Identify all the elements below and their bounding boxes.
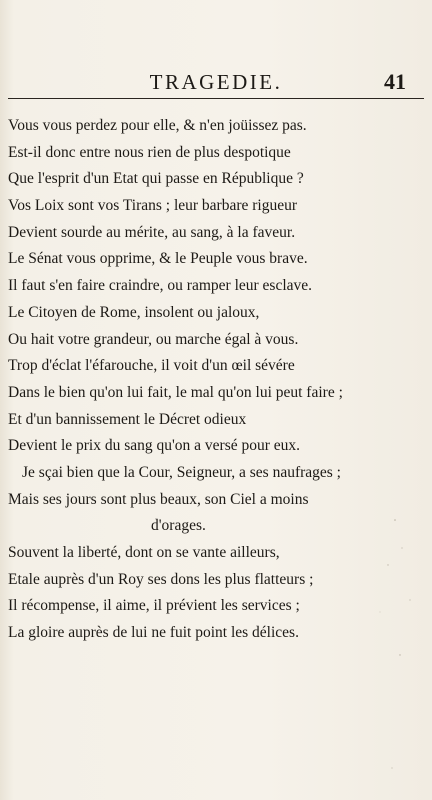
verse-line: Dans le bien qu'on lui fait, le mal qu'on lui peut faire ; bbox=[8, 383, 343, 401]
verse-line: Devient sourde au mérite, au sang, à la faveur. bbox=[8, 223, 296, 241]
verse-line: Il récompense, il aime, il prévient les services ; bbox=[8, 597, 300, 615]
verse-line: Il faut s'en faire craindre, ou ramper leur esclave. bbox=[8, 277, 313, 295]
running-title: TRAGEDIE. bbox=[149, 70, 283, 94]
verse-line-continuation: d'orages. bbox=[151, 517, 206, 535]
verse-line: Vos Loix sont vos Tirans ; leur barbare rigueur bbox=[8, 197, 298, 215]
verse-line: Que l'esprit d'un Etat qui passe en République ? bbox=[8, 170, 304, 188]
verse-line-indented: Je sçai bien que la Cour, Seigneur, a ses naufrages ; bbox=[22, 463, 341, 481]
verse-line: Mais ses jours sont plus beaux, son Ciel a moins bbox=[8, 490, 309, 508]
verse-line: Etale auprès d'un Roy ses dons les plus flatteurs ; bbox=[8, 570, 314, 588]
verse-line: Trop d'éclat l'éfarouche, il voit d'un œil sévére bbox=[8, 357, 295, 375]
verse-line: Le Citoyen de Rome, insolent ou jaloux, bbox=[8, 303, 260, 321]
verse-line: Devient le prix du sang qu'on a versé pour eux. bbox=[8, 437, 301, 455]
page-number: 41 bbox=[384, 69, 406, 94]
verse-line: Est-il donc entre nous rien de plus despotique bbox=[8, 143, 291, 161]
verse-line: Ou hait votre grandeur, ou marche égal à vous. bbox=[8, 330, 299, 348]
verse-line: Vous vous perdez pour elle, & n'en joüissez pas. bbox=[8, 117, 307, 134]
verse-line: Souvent la liberté, dont on se vante ailleurs, bbox=[8, 544, 280, 561]
verse-line: Et d'un bannissement le Décret odieux bbox=[8, 410, 247, 428]
verse-line: Le Sénat vous opprime, & le Peuple vous brave. bbox=[8, 250, 308, 268]
verse-line: La gloire auprès de lui ne fuit point les délices. bbox=[8, 624, 299, 642]
